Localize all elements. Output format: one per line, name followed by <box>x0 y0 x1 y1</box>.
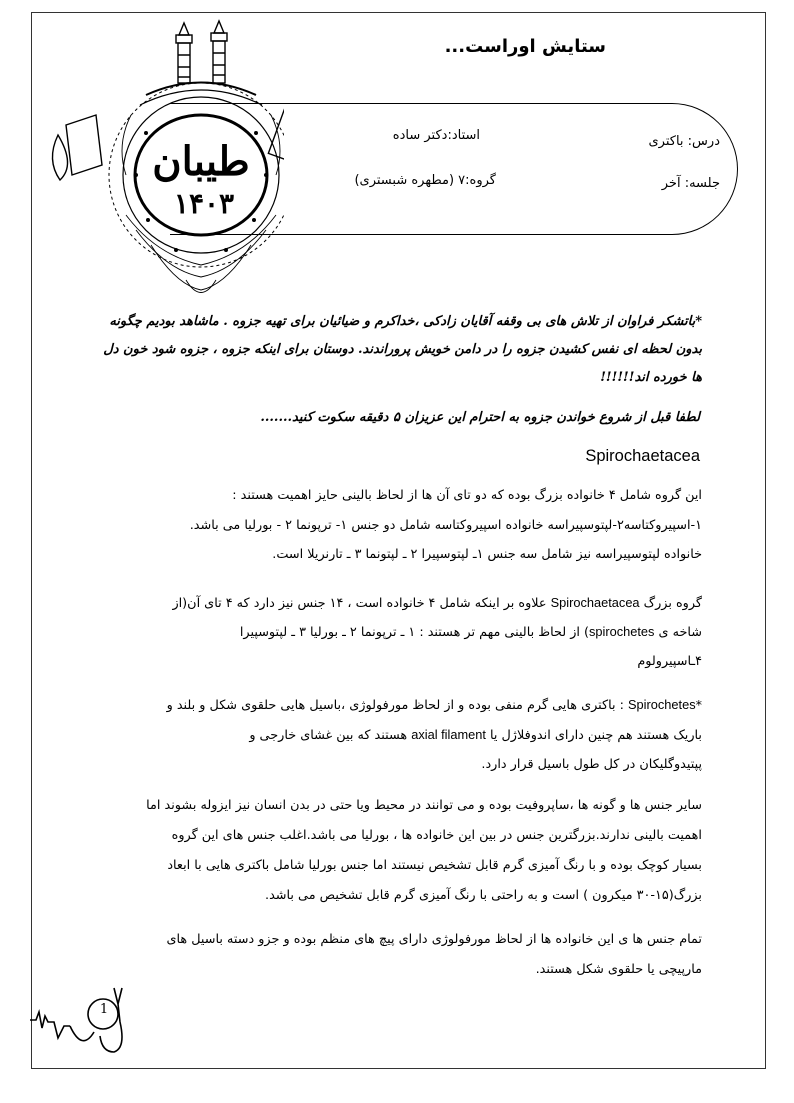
info-box <box>170 103 738 235</box>
paragraph-3-line-3: پپتیدوگلیکان در کل طول باسیل قرار دارد. <box>481 757 702 772</box>
paragraph-1-line-2: ۱-اسپیروکتاسه۲-لپتوسپیراسه خانواده اسپیروکتاسه شامل دو جنس ۱- ترپونما ۲ - بورلیا می باشد. <box>189 518 702 533</box>
logo-year: ۱۴۰۳ <box>173 187 235 220</box>
latin-term: spirochetes <box>589 624 655 639</box>
latin-term: Spirochaetacea <box>550 595 640 610</box>
paragraph-4-line-2: اهمیت بالینی ندارند.بزرگترین جنس در بین این خانواده ها ، بورلیا می باشد.اغلب جنس های این گروه <box>171 828 702 843</box>
paragraph-2-line-2: شاخه ی spirochetes) از لحاظ بالینی مهم تر هستند : ۱ ـ ترپونما ۲ ـ بورلیا ۳ ـ لپتوسپیرا <box>239 624 702 640</box>
paragraph-4-line-1: سایر جنس ها و گونه ها ،ساپروفیت بوده و می توانند در محیط ویا حتی در بدن انسان نیز ایزوله بشوند اما <box>146 798 702 813</box>
page-number: 1 <box>99 1002 109 1017</box>
section-title: Spirochaetacea <box>585 447 700 465</box>
stethoscope-icon <box>30 982 130 1062</box>
intro-line-4: لطفا قبل از شروع خواندن جزوه به احترام این عزیزان ۵ دقیقه سکوت کنید....... <box>260 410 700 425</box>
session-label: جلسه: آخر <box>661 176 720 191</box>
intro-line-3: ها خورده اند!!!!!! <box>600 370 702 385</box>
teacher-label: استاد:دکتر ساده <box>392 128 480 143</box>
paragraph-3-line-2: باریک هستند هم چنین دارای اندوفلاژل یا axial filament هستند که بین غشای خارجی و <box>249 727 702 743</box>
paragraph-2-line-1: گروه بزرگ Spirochaetacea علاوه بر اینکه شامل ۴ خانواده است ، ۱۴ جنس نیز دارد که ۴ تای آن(از <box>172 595 702 611</box>
page-heading: ستایش اوراست... <box>444 36 606 57</box>
group-label: گروه:۷ (مطهره شبستری) <box>354 173 496 188</box>
paragraph-5-line-1: تمام جنس ها ی این خانواده ها از لحاظ مورفولوژی دارای پیچ های منظم بوده و جزو دسته باسیل های <box>166 932 702 947</box>
latin-term: Spirochetes <box>628 697 696 712</box>
intro-line-2: بدون لحظه ای نفس کشیدن جزوه را در دامن خویش پروراندند. دوستان برای اینکه جزوه ، جزوه شود خون دل <box>103 342 702 357</box>
paragraph-3-line-1: *Spirochetes : باکتری هایی گرم منفی بوده و از لحاظ مورفولوژی ،باسیل هایی حلقوی شکل و بلند و <box>166 697 702 713</box>
intro-line-1: *باتشکر فراوان از تلاش های بی وقفه آقایان زادکی ،خداکرم و ضیائیان برای تهیه جزوه . ماشاهد بودیم چگونه <box>109 314 702 329</box>
paragraph-4-line-4: بزرگ(۱۵-۳۰ میکرون ) است و به راحتی با رنگ آمیزی گرم قابل تشخیص می باشد. <box>265 888 702 903</box>
latin-term: axial filament <box>411 727 486 742</box>
paragraph-4-line-3: بسیار کوچک بوده و با رنگ آمیزی گرم قابل تشخیص نیستند اما جنس بورلیا شامل باکتری هایی با ابعاد <box>167 858 702 873</box>
paragraph-5-line-2: مارپیچی یا حلقوی شکل هستند. <box>535 962 702 977</box>
logo-text: طیبان <box>152 138 250 185</box>
paragraph-2-line-3: ۴ـاسپیرولوم <box>637 654 702 669</box>
course-label: درس: باکتری <box>648 134 720 149</box>
paragraph-1-line-3: خانواده لپتوسپیراسه نیز شامل سه جنس ۱ـ لپتوسپیرا ۲ ـ لپتونما ۳ ـ تارنریلا است. <box>272 547 702 562</box>
paragraph-1-line-1: این گروه شامل ۴ خانواده بزرگ بوده که دو تای آن ها از لحاظ بالینی حایز اهمیت هستند : <box>232 488 702 503</box>
